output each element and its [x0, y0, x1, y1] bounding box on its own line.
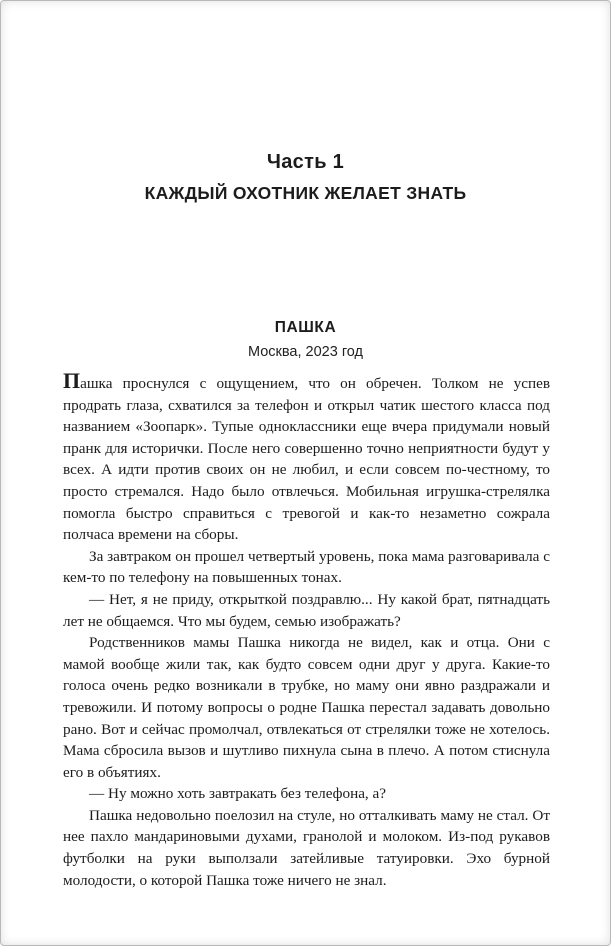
lead-letter: П — [63, 368, 81, 393]
chapter-title: ПАШКА — [274, 319, 337, 336]
paragraph-lead — [63, 370, 550, 546]
paragraph-dialogue: — Ну можно хоть завтракать без телефона, а? — [89, 785, 387, 803]
part-number: Часть 1 — [266, 151, 345, 173]
paragraph-text: ашка проснулся с ощущением, что он обречен. Толком не успев продрать глаза, схватился за телефон и открыл чатик шестого класса под названием «Зоопарк». Тупые одноклассники еще вчера придумали новый пранк для исторички. После него совершенно точно неприятности будут у всех. А идти против своих он не любил, и если совсем по-честному, то просто стремался. Надо было отвлечься. Мобильная игрушка-стрелялка помогла быстро справиться с тревогой и как-то незаметно сожрала полчаса времени на сборы. — [63, 375, 550, 544]
body-text — [63, 370, 550, 891]
part-title: КАЖДЫЙ ОХОТНИК ЖЕЛАЕТ ЗНАТЬ — [144, 183, 467, 203]
paragraph: Родственников мамы Пашка никогда не видел, как и отца. Они с мамой вообще жили так, как будто совсем одни друг у друга. Какие-то голоса очень редко возникали в трубке, но маму они явно раздражали и тревожили. И потому вопросы о родне Пашка перестал задавать довольно рано. Вот и сейчас промолчал, отвлекаться от стрелялки тоже не хотелось. Мама сбросила вызов и шутливо пихнула сына в плечо. А потом стиснула его в объятиях. — [63, 634, 550, 781]
paragraph: За завтраком он прошел четвертый уровень, пока мама разговаривала с кем-то по телефону на повышенных тонах. — [63, 547, 550, 587]
chapter-header — [1, 319, 610, 360]
paragraph-dialogue: — Нет, я не приду, открыткой поздравлю... Ну какой брат, пятнадцать лет не общаемся. Что мы будем, семью изображать? — [63, 590, 550, 630]
paragraph: Пашка недовольно поелозил на стуле, но отталкивать маму не стал. От нее пахло мандариновыми духами, гранолой и молоком. Из-под рукавов футболки на руки выползали затейливые татуировки. Эхо бурной молодости, о которой Пашка тоже ничего не знал. — [63, 806, 550, 889]
chapter-subtitle: Москва, 2023 год — [247, 344, 364, 360]
part-header — [1, 151, 610, 204]
